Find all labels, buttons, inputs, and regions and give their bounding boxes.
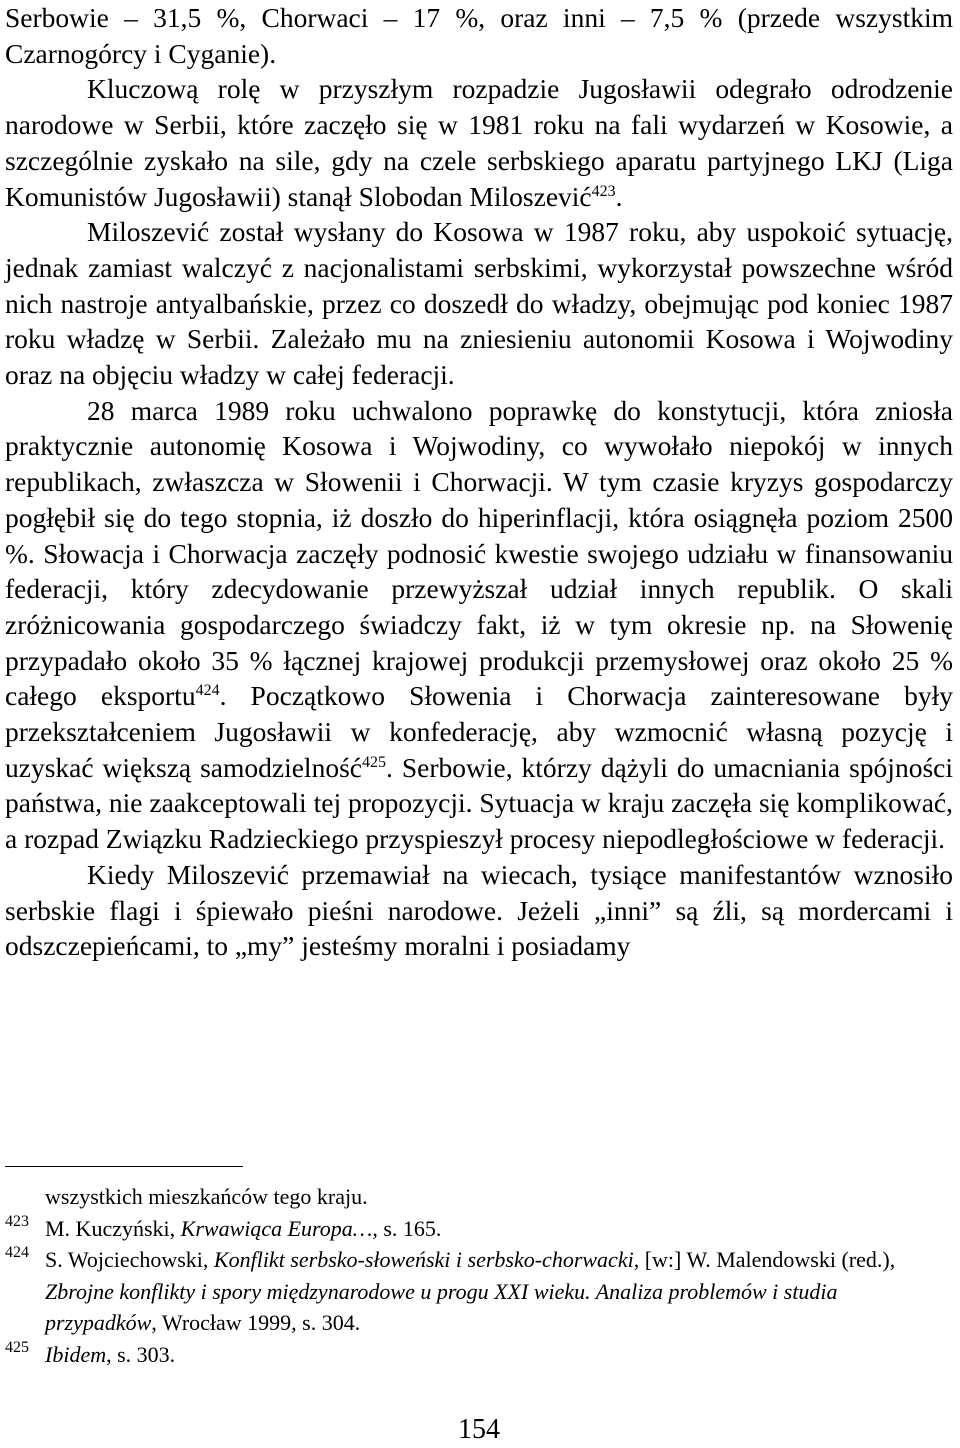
text-run: Kluczową rolę w przyszłym rozpadzie Jugosławii odegrało odrodzenie narodowe w Serbii, które zaczęło się w 1981 roku na fali wydarzeń w Kosowie, a szczególnie zyskało na sile, gdy na czele serbskiego aparatu partyjnego LKJ (Liga Komunistów Jugosławii) stanął Slobodan Miloszević — [5, 73, 953, 212]
text-run: Kiedy Miloszević przemawiał na wiecach, tysiące manifestantów wznosiło serbskie flagi i śpiewało pieśni narodowe. Jeżeli „inni” są źli, są mordercami i odszczepieńcami, to „my” jesteśmy moralni i posiadamy — [5, 858, 953, 962]
footnote-reference[interactable]: 425 — [361, 753, 386, 771]
text-run: Miloszević został wysłany do Kosowa w 1987 roku, aby uspokoić sytuację, jednak zamiast walczyć z nacjonalistami serbskimi, wykorzystał powszechne wśród nich nastroje antyalbańskie, przez co doszedł do władzy, obejmując pod koniec 1987 roku władzę w Serbii. Zależało mu na zniesieniu autonomii Kosowa i Wojwodiny oraz na objęciu władzy w całej federacji. — [5, 216, 953, 391]
paragraph — [5, 71, 953, 214]
text-run: , s. 165. — [372, 1215, 442, 1241]
document-page — [5, 0, 953, 1448]
paragraph — [5, 0, 953, 71]
footnote-424 — [5, 1244, 953, 1339]
footnote-continuation — [5, 1181, 953, 1213]
text-run: . Serbowie, którzy dążyli do umacniania spójności państwa, nie zaakceptowali tej propozycji. Sytuacja w kraju zaczęła się komplikować, a rozpad Związku Radzieckiego przyspieszył procesy niepodległościowe w federacji. — [5, 751, 953, 855]
text-run: , [w:] W. Malendowski (red.), — [633, 1247, 896, 1272]
text-run: wszystkich mieszkańców tego kraju. — [45, 1184, 368, 1209]
text-run: , Wrocław 1999, s. 304. — [151, 1310, 361, 1335]
page-number: 154 — [458, 1414, 500, 1445]
italic-title: Ibidem — [45, 1341, 107, 1367]
footnote-reference[interactable]: 424 — [195, 682, 220, 700]
paragraph — [5, 393, 953, 857]
footnote-reference[interactable]: 423 — [591, 182, 616, 200]
italic-title: Krwawiąca Europa… — [180, 1215, 373, 1241]
footnote-separator — [5, 1166, 243, 1167]
footnote-425 — [5, 1339, 953, 1371]
text-run: 28 marca 1989 roku uchwalono poprawkę do konstytucji, która zniosła praktycznie autonomię Kosowa i Wojwodiny, co wywołało niepokój w innych republikach, zwłaszcza w Słowenii i Chorwacji. W tym czasie kryzys gospodarczy pogłębił się do tego stopnia, iż doszło do hiperinflacji, która osiągnęła poziom 2500 %. Słowacja i Chorwacja zaczęły podnosić kwestie swojego udziału w finansowaniu federacji, który zdecydowanie przewyższał udział innych republik. O skali zróżnicowania gospodarczego świadczy fakt, iż w tym okresie np. na Słowenię przypadało około 35 % łącznej krajowej produkcji przemysłowej oraz około 25 % całego eksportu — [5, 394, 953, 712]
text-run: S. Wojciechowski, — [45, 1247, 214, 1272]
text-run: . Początkowo Słowenia i Chorwacja zainteresowane były przekształceniem Jugosławii w konfederację, aby wzmocnić własną pozycję i uzyskać większą samodzielność — [5, 680, 953, 783]
footnotes — [5, 1181, 953, 1370]
footnote-number: 423 — [5, 1212, 29, 1230]
footnote-number: 424 — [5, 1244, 29, 1261]
main-text — [5, 0, 953, 964]
footnote-423 — [5, 1213, 953, 1245]
italic-title: Konflikt serbsko-słoweński i serbsko-chorwacki — [213, 1247, 634, 1272]
italic-title: Zbrojne konflikty i spory międzynarodowe u progu XXI wieku. Analiza problemów i studia przypadków — [45, 1278, 838, 1335]
text-run: , s. 303. — [106, 1341, 176, 1367]
footnote-number: 425 — [5, 1338, 29, 1356]
text-run: . — [615, 180, 623, 212]
paragraph — [5, 857, 953, 964]
paragraph — [5, 214, 953, 393]
text-run: Serbowie – 31,5 %, Chorwaci – 17 %, oraz inni – 7,5 % (przede wszystkim Czarnogórcy i Cyganie). — [5, 2, 953, 69]
text-run: M. Kuczyński, — [45, 1215, 181, 1241]
